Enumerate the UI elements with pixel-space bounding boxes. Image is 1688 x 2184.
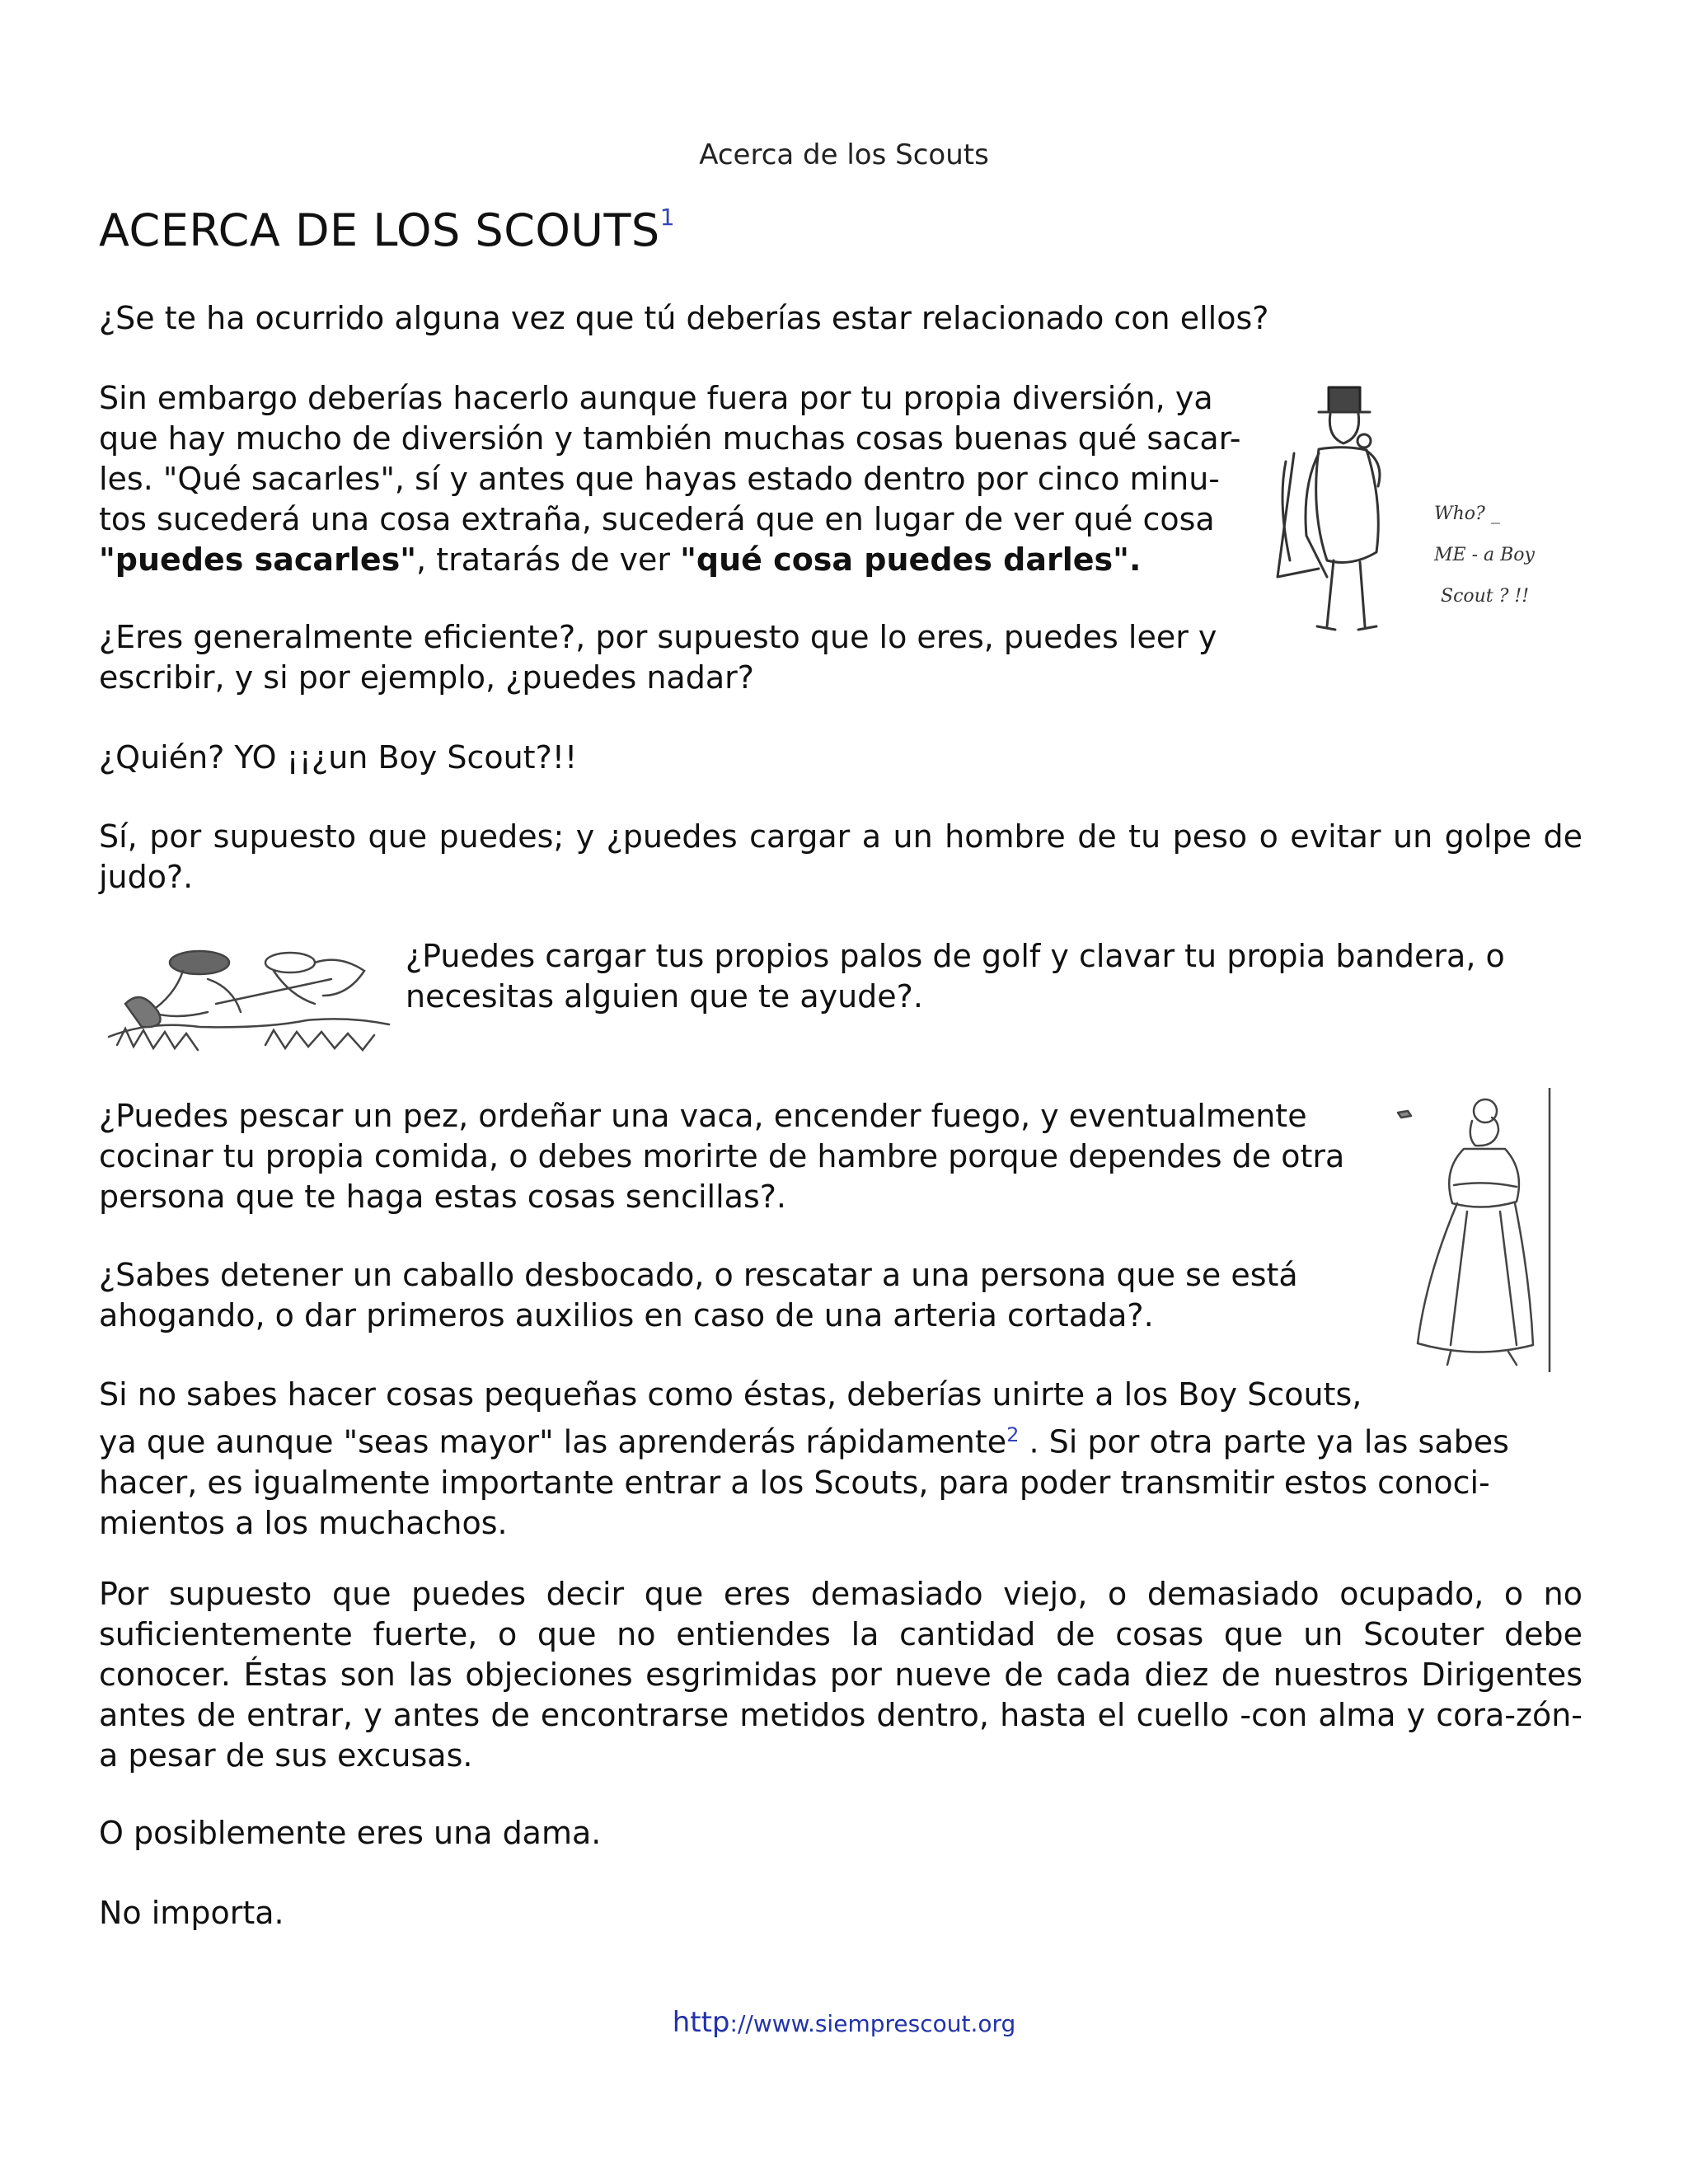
- p6-line: ¿Puedes cargar tus propios palos de golf y clavar tu propia bandera, o: [406, 938, 1505, 974]
- p9-line: hacer, es igualmente importante entrar a los Scouts, para poder transmitir estos conoci-: [99, 1464, 1490, 1501]
- p8-line: ahogando, o dar primeros auxilios en caso de una arteria cortada?.: [99, 1297, 1154, 1333]
- paragraph-4: ¿Quién? YO ¡¡¿un Boy Scout?!!: [99, 739, 578, 776]
- paragraph-7: [99, 1096, 1344, 1217]
- p8-line: ¿Sabes detener un caballo desbocado, o rescatar a una persona que se está: [99, 1257, 1298, 1293]
- paragraph-2: [99, 378, 1269, 580]
- p9-line: [99, 1415, 1509, 1463]
- title-text: ACERCA DE LOS SCOUTS: [99, 204, 660, 256]
- paragraph-10: Por supuesto que puedes decir que eres demasiado viejo, o demasiado ocupado, o no suficientemente fuerte, o que no entiendes la cantidad de cosas que un Scouter debe conocer. Éstas son las objeciones esgrimidas por nueve de cada diez de nuestros Dirigentes antes de entrar, y antes de encontrarse metidos dentro, hasta el cuello -con alma y cora-zón- a pesar de sus excusas.: [99, 1576, 1582, 1774]
- p3-line: escribir, y si por ejemplo, ¿puedes nadar?: [99, 659, 754, 696]
- p9-line: Si no sabes hacer cosas pequeñas como éstas, deberías unirte a los Boy Scouts,: [99, 1376, 1362, 1413]
- bold-phrase: "qué cosa puedes darles".: [680, 541, 1142, 578]
- paragraph-12: No importa.: [99, 1895, 284, 1931]
- p9-line: mientos a los muchachos.: [99, 1504, 508, 1541]
- p2-line: les. "Qué sacarles", sí y antes que hayas estado dentro por cinco minu-: [99, 461, 1220, 497]
- p9-text: . Si por otra parte ya las sabes: [1019, 1423, 1509, 1460]
- link-rest: ://www.siemprescout.org: [729, 2010, 1016, 2037]
- p2-line: Sin embargo deberías hacerlo aunque fuera por tu propia diversión, ya: [99, 380, 1213, 416]
- p2-line: tos sucederá una cosa extraña, sucederá que en lugar de ver qué cosa: [99, 501, 1215, 537]
- p7-line: ¿Puedes pescar un pez, ordeñar una vaca, encender fuego, y eventualmente: [99, 1098, 1307, 1134]
- page-title: [99, 204, 675, 256]
- p2-text: , tratarás de ver: [416, 541, 681, 578]
- footnote-ref-1[interactable]: 1: [659, 204, 676, 231]
- p3-line: ¿Eres generalmente eficiente?, por supuesto que lo eres, puedes leer y: [99, 619, 1217, 655]
- p2-line: que hay mucho de diversión y también muchas cosas buenas qué sacar-: [99, 420, 1241, 457]
- p7-line: persona que te haga estas cosas sencillas?.: [99, 1179, 786, 1215]
- paragraph-1: ¿Se te ha ocurrido alguna vez que tú deberías estar relacionado con ellos?: [99, 300, 1269, 336]
- golfers-illustration: [101, 930, 397, 1062]
- woman-illustration: [1393, 1088, 1558, 1372]
- paragraph-9: [99, 1375, 1509, 1544]
- footnote-ref-2[interactable]: 2: [1006, 1423, 1020, 1446]
- p6-line: necesitas alguien que te ayude?.: [406, 978, 923, 1015]
- caption-line-2: ME - a Boy: [1434, 545, 1535, 565]
- gentleman-illustration: [1269, 379, 1582, 643]
- p2-line: [99, 540, 1269, 580]
- site-link[interactable]: [0, 2006, 1688, 2039]
- bold-phrase: "puedes sacarles": [99, 541, 417, 578]
- paragraph-3: [99, 617, 1269, 698]
- paragraph-6: [406, 936, 1505, 1017]
- paragraph-5: Sí, por supuesto que puedes; y ¿puedes cargar a un hombre de tu peso o evitar un golpe de judo?.: [99, 818, 1582, 895]
- running-header: Acerca de los Scouts: [699, 138, 989, 171]
- caption-line-3: Scout ? !!: [1441, 586, 1530, 607]
- caption-line-1: Who? _: [1434, 504, 1500, 524]
- link-protocol: http: [672, 2006, 730, 2039]
- p9-text: ya que aunque "seas mayor" las aprenderás rápidamente: [99, 1423, 1007, 1460]
- paragraph-11: O posiblemente eres una dama.: [99, 1815, 602, 1851]
- paragraph-8: [99, 1255, 1298, 1336]
- p7-line: cocinar tu propia comida, o debes morirte de hambre porque dependes de otra: [99, 1138, 1345, 1174]
